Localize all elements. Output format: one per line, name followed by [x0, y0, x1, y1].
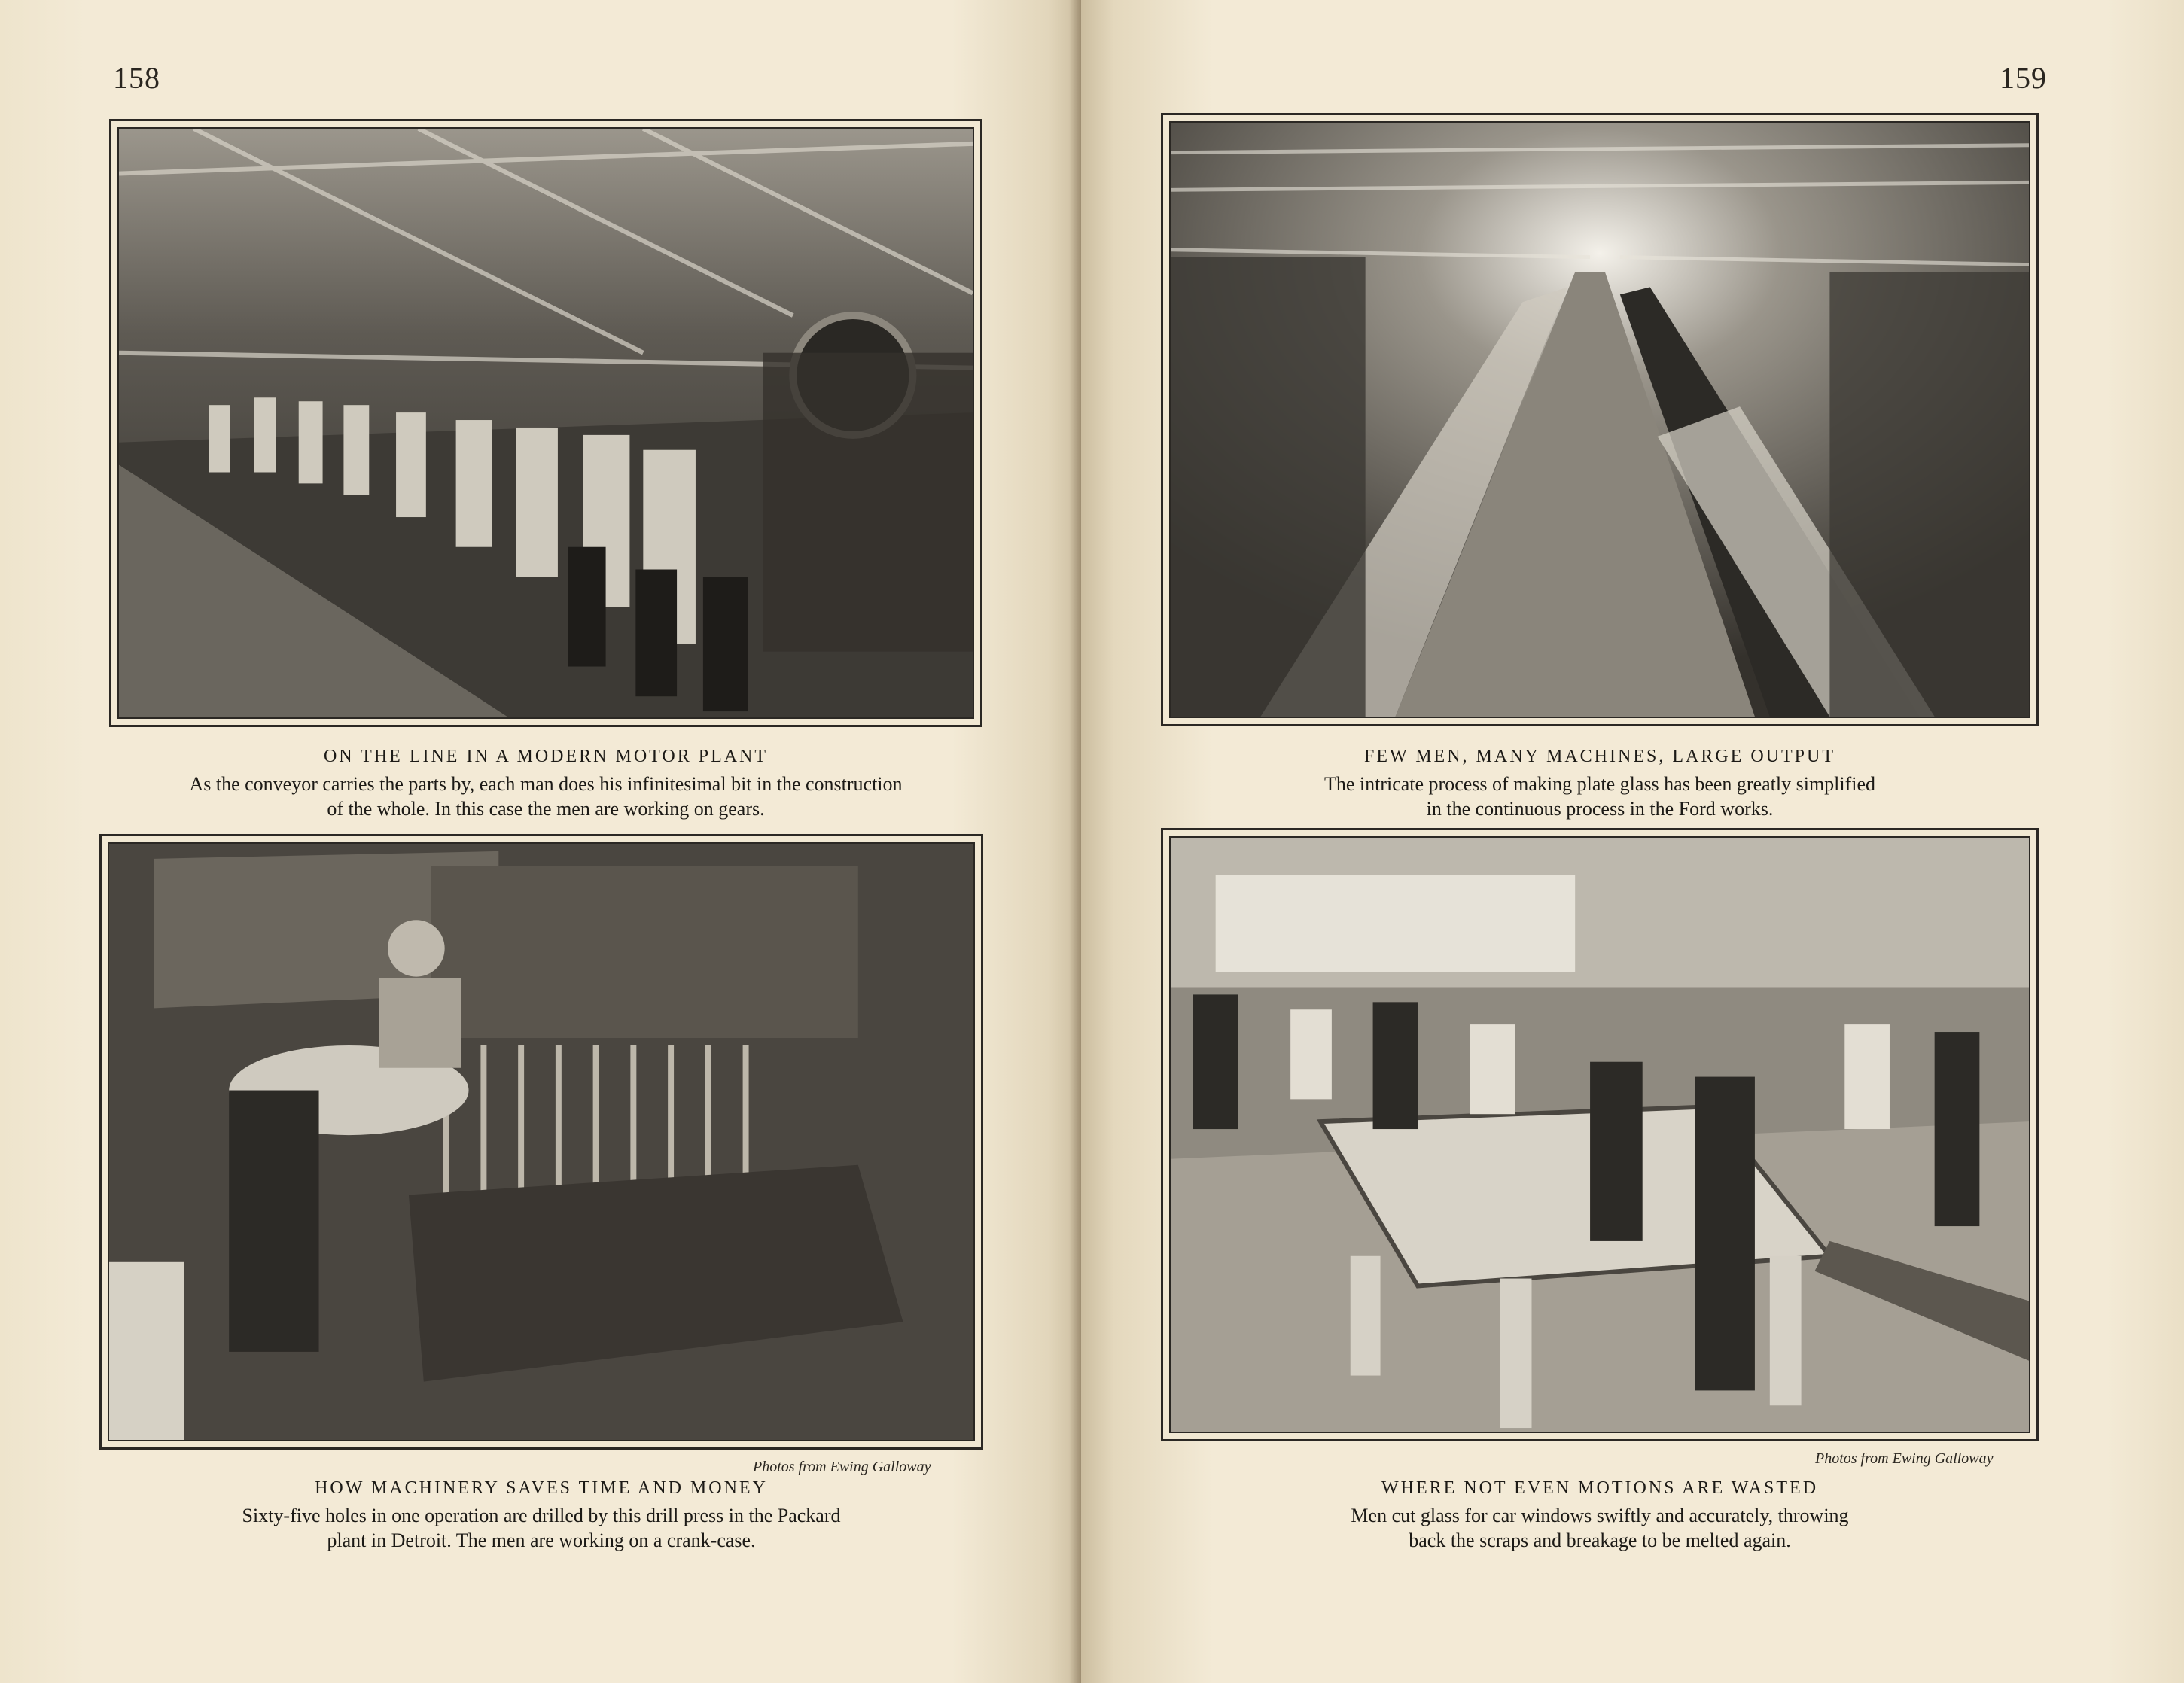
caption-title: ON THE LINE IN A MODERN MOTOR PLANT	[323, 747, 769, 766]
caption-plate-glass	[1161, 745, 2039, 821]
glass-cutting-photo	[1161, 828, 2039, 1441]
caption-title: FEW MEN, MANY MACHINES, LARGE OUTPUT	[1363, 747, 1835, 766]
caption-line: Men cut glass for car windows swiftly and accurately, throwing	[1351, 1505, 1849, 1526]
caption-line: Sixty-five holes in one operation are drilled by this drill press in the Packard	[242, 1505, 841, 1526]
right-page	[1081, 0, 2184, 1683]
caption-line: The intricate process of making plate glass has been greatly simplified	[1323, 773, 1876, 795]
photo-credit: Photos from Ewing Galloway	[753, 1459, 931, 1475]
caption-glass-cutting	[1161, 1477, 2039, 1553]
page-number-left: 158	[113, 61, 160, 95]
caption-line: in the continuous process in the Ford works.	[1426, 797, 1774, 820]
caption-line: of the whole. In this case the men are working on gears.	[327, 797, 765, 820]
caption-title: HOW MACHINERY SAVES TIME AND MONEY	[315, 1478, 768, 1498]
drill-press-photo	[99, 834, 983, 1450]
caption-assembly-line	[109, 745, 982, 821]
assembly-line-photo-icon	[119, 129, 973, 717]
page-number-right: 159	[2000, 61, 2047, 95]
assembly-line-photo	[109, 119, 982, 727]
caption-drill-press	[99, 1477, 983, 1553]
left-page	[0, 0, 1081, 1683]
drill-press-photo-icon	[109, 844, 973, 1440]
glass-cutting-photo-icon	[1171, 838, 2029, 1432]
photo-credit: Photos from Ewing Galloway	[1815, 1450, 1994, 1467]
caption-line: As the conveyor carries the parts by, each man does his infinitesimal bit in the construction	[189, 773, 903, 795]
caption-line: plant in Detroit. The men are working on a crank-case.	[327, 1529, 756, 1551]
caption-title: WHERE NOT EVEN MOTIONS ARE WASTED	[1381, 1478, 1819, 1498]
caption-line: back the scraps and breakage to be melted again.	[1409, 1529, 1791, 1551]
plate-glass-factory-photo	[1161, 113, 2039, 726]
plate-glass-factory-photo-icon	[1171, 123, 2029, 717]
